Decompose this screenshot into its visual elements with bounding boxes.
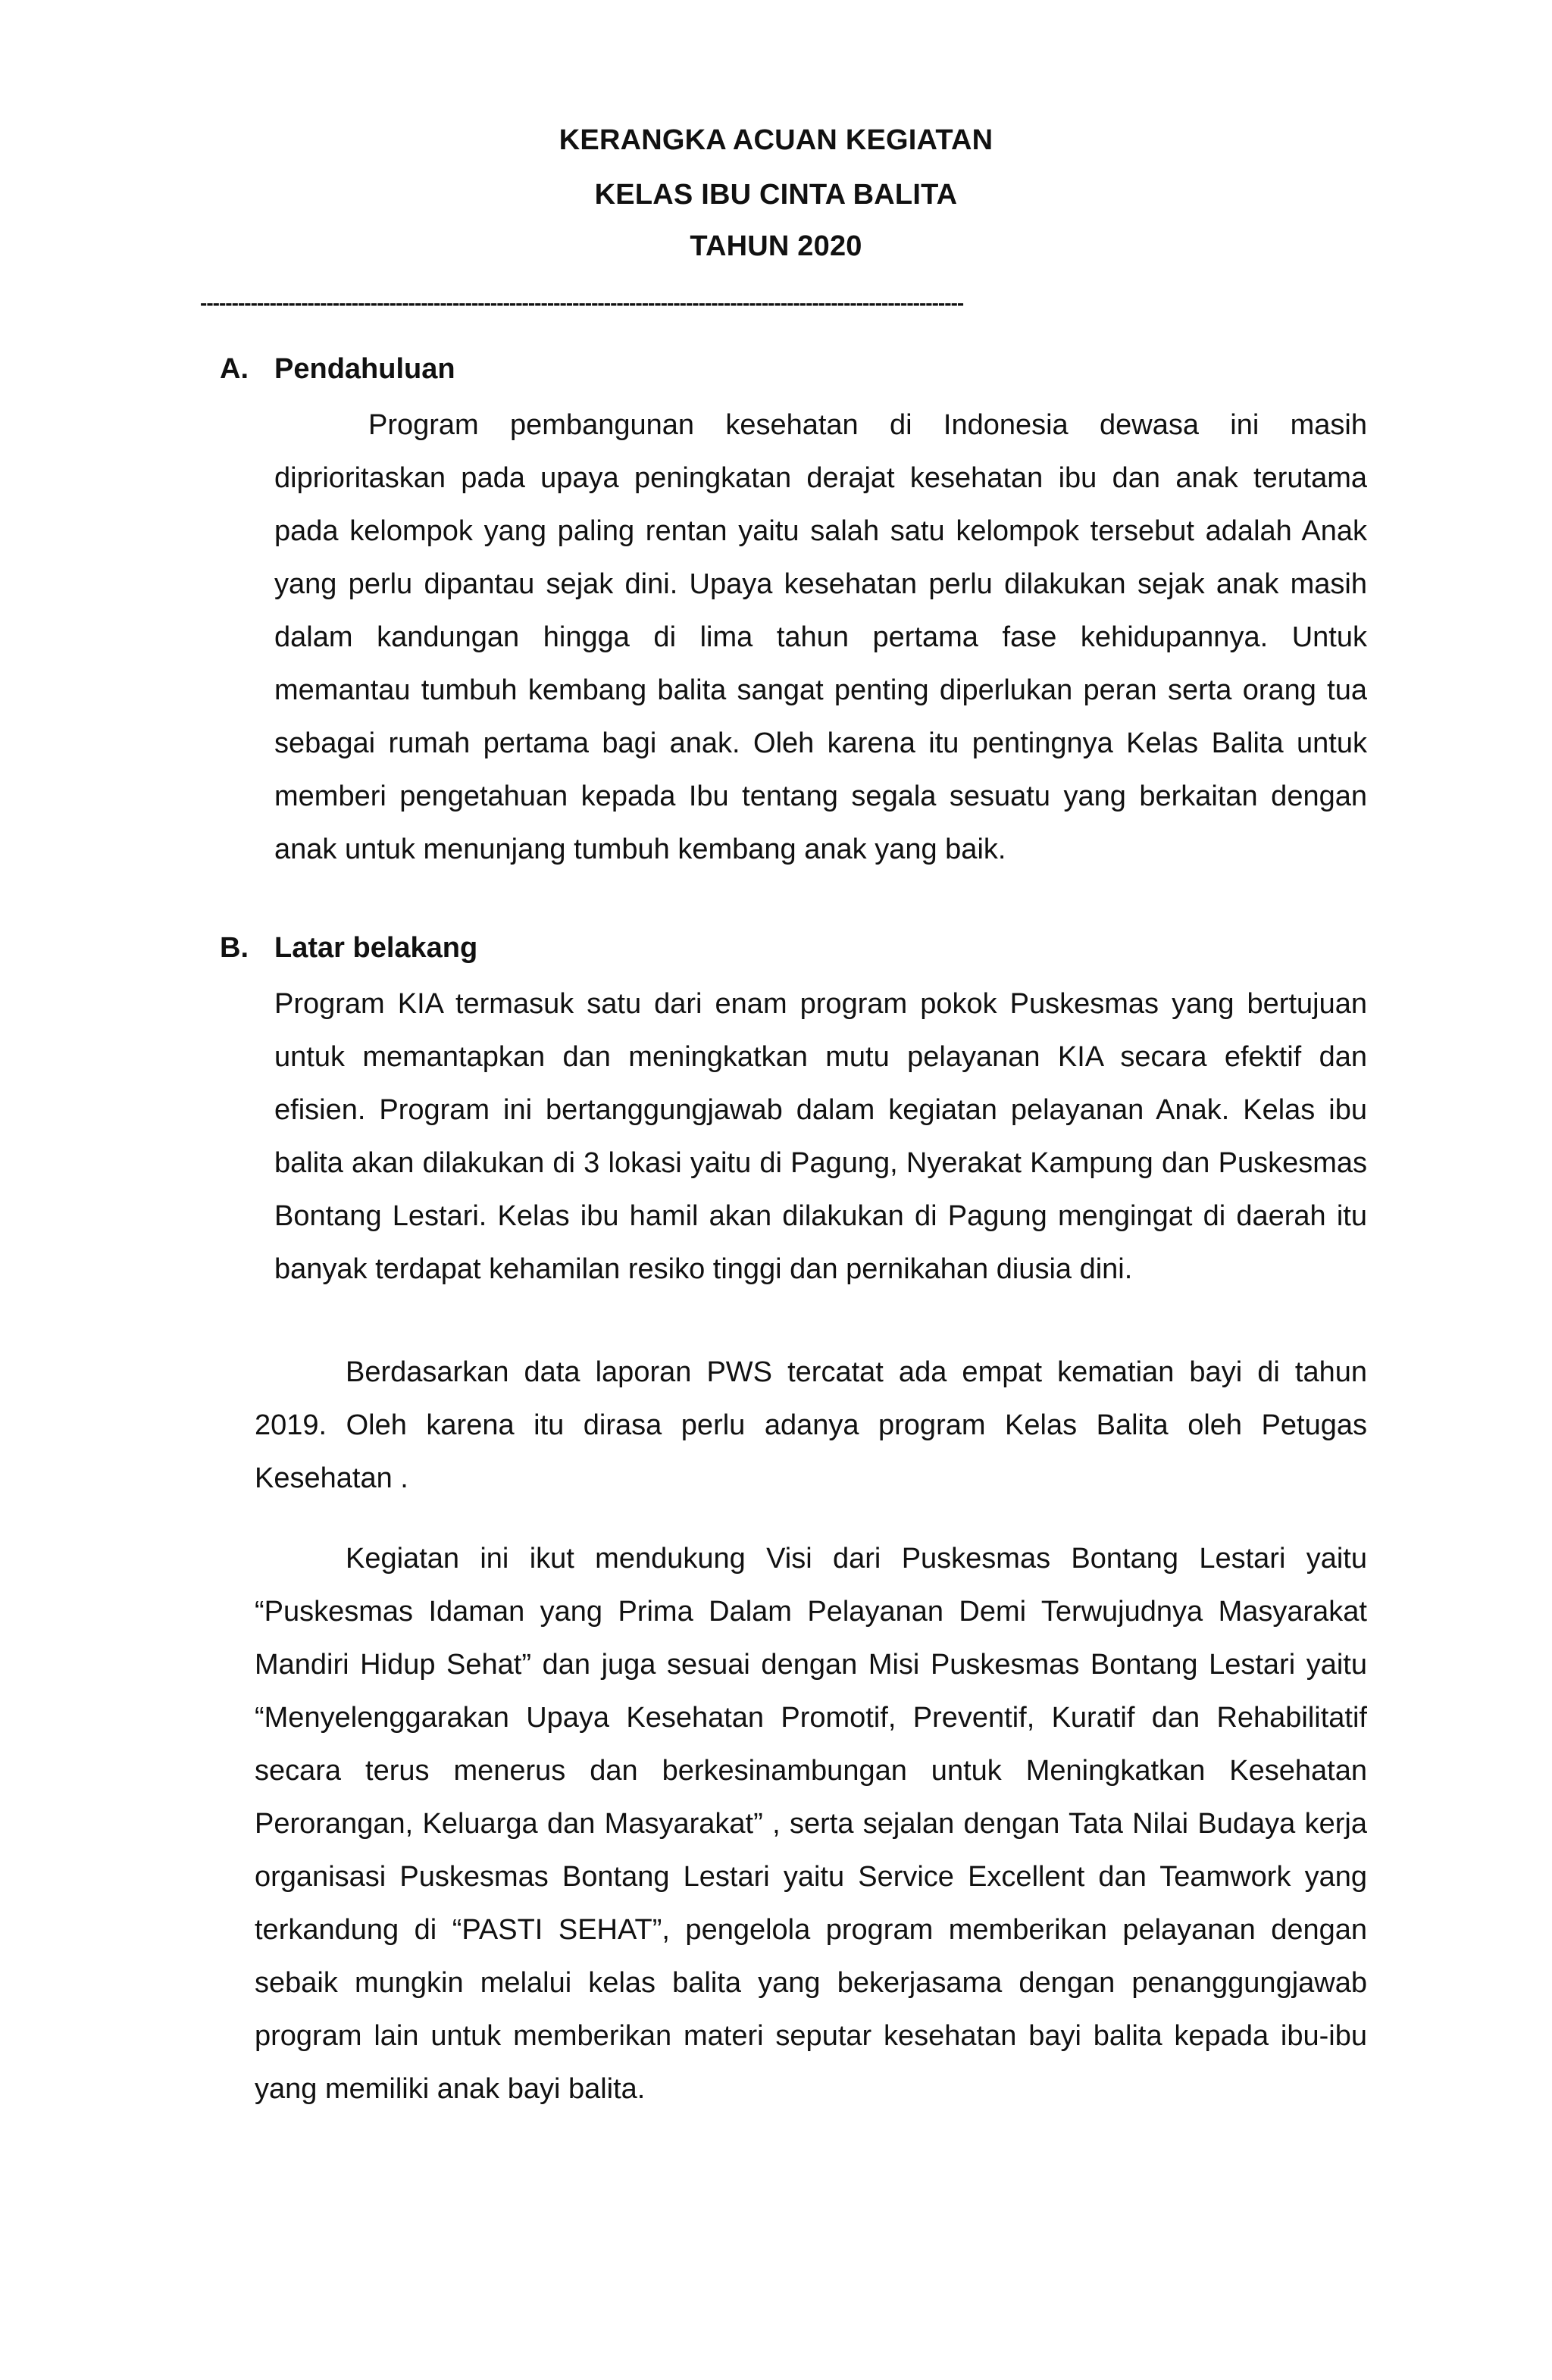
paragraph-latar-belakang-2: Berdasarkan data laporan PWS tercatat ada empat kematian bayi di tahun 2019. Oleh karena itu dirasa perlu adanya program Kelas Balita oleh Petugas Kesehatan .	[255, 1356, 1367, 1494]
section-heading-pendahuluan	[220, 350, 455, 388]
section-letter: B.	[220, 932, 249, 964]
separator-line: -------------------------------------------------------------------------------------------------------------------------	[200, 291, 964, 314]
paragraph-latar-belakang-3: Kegiatan ini ikut mendukung Visi dari Puskesmas Bontang Lestari yaitu “Puskesmas Idaman yang Prima Dalam Pelayanan Demi Terwujudnya Masyarakat Mandiri Hidup Sehat” dan juga sesuai dengan Misi Puskesmas Bontang Lestari yaitu “Menyelenggarakan Upaya Kesehatan Promotif, Preventif, Kuratif dan Rehabilitatif secara terus menerus dan berkesinambungan untuk Meningkatkan Kesehatan Perorangan, Keluarga dan Masyarakat” , serta sejalan dengan Tata Nilai Budaya kerja organisasi Puskesmas Bontang Lestari yaitu Service Excellent dan Teamwork yang terkandung di “PASTI SEHAT”, pengelola program memberikan pelayanan dengan sebaik mungkin melalui kelas balita yang bekerjasama dengan penanggungjawab program lain untuk memberikan materi seputar kesehatan bayi balita kepada ibu-ibu yang memiliki anak bayi balita.	[255, 1543, 1367, 2105]
document-year: TAHUN 2020	[690, 230, 862, 262]
section-title: Latar belakang	[274, 932, 478, 964]
document-subtitle: KELAS IBU CINTA BALITA	[594, 179, 958, 211]
paragraph-latar-belakang-1: Program KIA termasuk satu dari enam program pokok Puskesmas yang bertujuan untuk memantapkan dan meningkatkan mutu pelayanan KIA secara efektif dan efisien. Program ini bertanggungjawab dalam kegiatan pelayanan Anak. Kelas ibu balita akan dilakukan di 3 lokasi yaitu di Pagung, Nyerakat Kampung dan Puskesmas Bontang Lestari. Kelas ibu hamil akan dilakukan di Pagung mengingat di daerah itu banyak terdapat kehamilan resiko tinggi dan pernikahan diusia dini.	[274, 988, 1367, 1285]
section-letter: A.	[220, 353, 249, 385]
paragraph-pendahuluan: Program pembangunan kesehatan di Indonesia dewasa ini masih diprioritaskan pada upaya peningkatan derajat kesehatan ibu dan anak terutama pada kelompok yang paling rentan yaitu salah satu kelompok tersebut adalah Anak yang perlu dipantau sejak dini. Upaya kesehatan perlu dilakukan sejak anak masih dalam kandungan hingga di lima tahun pertama fase kehidupannya. Untuk memantau tumbuh kembang balita sangat penting diperlukan peran serta orang tua sebagai rumah pertama bagi anak. Oleh karena itu pentingnya Kelas Balita untuk memberi pengetahuan kepada Ibu tentang segala sesuatu yang berkaitan dengan anak untuk menunjang tumbuh kembang anak yang baik.	[274, 409, 1367, 865]
section-heading-latar-belakang	[220, 929, 477, 967]
section-title: Pendahuluan	[274, 353, 455, 385]
document-title: KERANGKA ACUAN KEGIATAN	[559, 124, 993, 156]
